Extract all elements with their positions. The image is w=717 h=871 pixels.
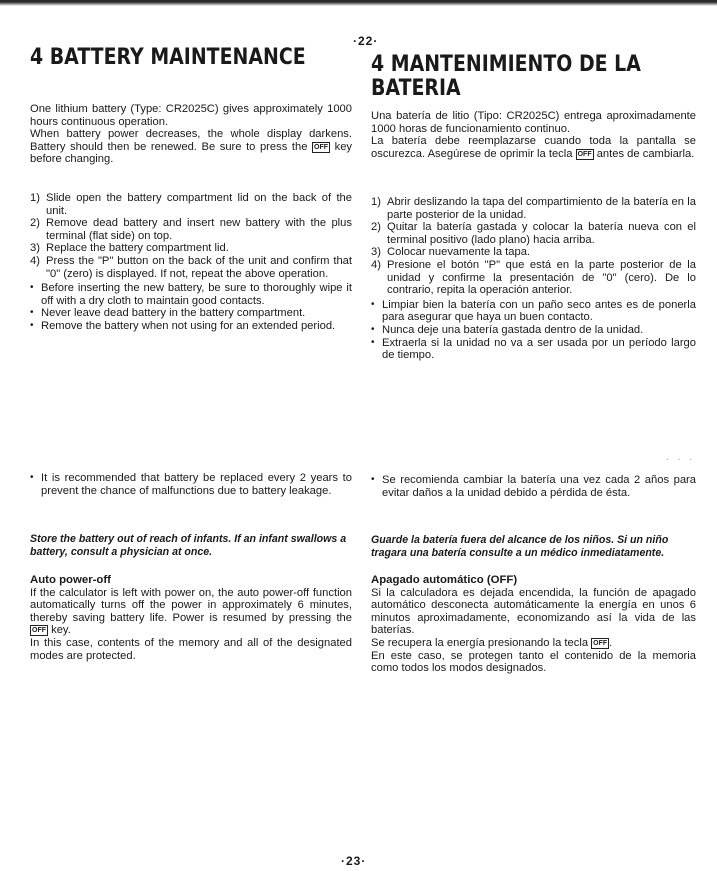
off-key-icon: OFF xyxy=(577,150,592,158)
english-auto-title: Auto power-off xyxy=(30,574,111,586)
english-auto-p2: In this case, contents of the memory and all of the designated modes are protected. xyxy=(30,636,352,662)
page-number-top: ·22· xyxy=(353,34,379,48)
spanish-step xyxy=(371,246,696,259)
english-bullet: • Never leave dead battery in the battery compartment. xyxy=(30,307,352,320)
english-intro-p2-end: key before changing. xyxy=(30,140,353,166)
spanish-bullet: • Limpiar bien la batería con un paño seco antes es de ponerla para asegurar que haya un buen contacto. xyxy=(371,299,696,324)
step-text: Press the "P" button on the back of the unit and confirm that "0" (zero) is displayed. If not, repeat the above operation. xyxy=(46,254,352,280)
spanish-step xyxy=(371,221,696,246)
step-number: 2) xyxy=(371,221,381,234)
page-number-bottom: ·23· xyxy=(341,854,367,868)
step-number: 2) xyxy=(30,217,40,230)
spanish-bullet: • Extraerla si la unidad no va a ser usada por un período largo de tiempo. xyxy=(371,337,696,362)
spanish-intro-p2-text: La batería debe reemplazarse cuando toda la pantalla se oscurezca. Asegúrese de oprimir la tecla xyxy=(371,135,696,160)
spanish-recommend-block xyxy=(371,474,696,499)
english-intro-p2 xyxy=(30,128,352,166)
spanish-steps xyxy=(371,196,696,362)
step-text: Colocar nuevamente la tapa. xyxy=(387,246,531,259)
spanish-intro-p2-end: antes de cambiarla. xyxy=(596,147,695,160)
off-key-icon: OFF xyxy=(593,639,608,647)
off-key-icon: OFF xyxy=(314,143,329,151)
english-bullet: • Remove the battery when not using for an extended period. xyxy=(30,320,352,333)
step-text: Quitar la batería gastada y colocar la batería nueva con el terminal positivo (lado plano) hacia arriba. xyxy=(387,221,696,246)
step-number: 1) xyxy=(30,192,40,204)
english-auto-text-end: key. xyxy=(51,624,71,637)
spanish-warning: Guarde la batería fuera del alcance de los niños. Si un niño tragara una batería consulte a un médico inmediatamente. xyxy=(371,534,669,559)
spanish-auto-poweroff xyxy=(371,574,696,675)
step-number: 1) xyxy=(371,196,381,208)
step-text: Abrir deslizando la tapa del compartimiento de la batería en la parte posterior de la unidad. xyxy=(387,196,696,221)
spanish-auto-p1: Si la calculadora es dejada encendida, la función de apagado automático desconecta automáticamente la energía en unos 6 minutos aproximadamente, economizando así la vida de las baterías. xyxy=(371,586,696,637)
spanish-recommend: • Se recomienda cambiar la batería una vez cada 2 años para evitar daños a la unidad debido a pérdida de ésta. xyxy=(371,474,696,499)
spanish-auto-text: Se recupera la energía presionando la tecla xyxy=(371,636,589,649)
english-warning: Store the battery out of reach of infants. If an infant swallows a battery, consult a physician at once. xyxy=(30,533,347,558)
english-auto-poweroff xyxy=(30,574,352,662)
english-step xyxy=(30,217,352,242)
spanish-auto-p3: En este caso, se protegen tanto el contenido de la memoria como todos los modos designados. xyxy=(371,649,696,675)
english-intro-p2-text: When battery power decreases, the whole display darkens. Battery should then be renewed. Be sure to press the xyxy=(30,128,352,153)
step-number: 4) xyxy=(30,254,40,267)
spanish-intro xyxy=(371,110,696,160)
spanish-auto-p2 xyxy=(371,637,696,650)
spanish-auto-text-end: . xyxy=(609,636,613,649)
spanish-step xyxy=(371,196,696,221)
spanish-step xyxy=(371,259,696,297)
english-title-block xyxy=(30,46,352,70)
english-auto-p1 xyxy=(30,587,352,637)
english-title: 4 BATTERY MAINTENANCE xyxy=(30,45,306,70)
english-intro xyxy=(30,103,352,166)
english-bullet: • Before inserting the new battery, be sure to thoroughly wipe it off with a dry cloth to maintain good contacts. xyxy=(30,282,352,307)
english-recommend-block xyxy=(30,472,352,497)
spanish-title: 4 MANTENIMIENTO DE LA BATERIA xyxy=(371,52,641,101)
english-step xyxy=(30,255,352,280)
step-text: Remove dead battery and insert new battery with the plus terminal (flat side) on top. xyxy=(46,217,352,242)
step-number: 3) xyxy=(30,242,40,255)
english-step xyxy=(30,242,352,255)
english-intro-p1: One lithium battery (Type: CR2025C) gives approximately 1000 hours continuous operation. xyxy=(30,103,352,128)
step-number: 3) xyxy=(371,246,381,259)
spanish-auto-title: Apagado automático (OFF) xyxy=(371,574,518,586)
step-text: Presione el botón "P" que está en la parte posterior de la unidad y confirme la presentación de "0" (cero). De lo contrario, repita la operación anterior. xyxy=(387,258,696,297)
spanish-intro-p1: Una batería de litio (Tipo: CR2025C) entrega aproximadamente 1000 horas de funcionamiento continuo. xyxy=(371,110,696,135)
english-step xyxy=(30,192,352,217)
english-recommend: • It is recommended that battery be replaced every 2 years to prevent the chance of malfunctions due to battery leakage. xyxy=(30,472,352,497)
step-text: Slide open the battery compartment lid on the back of the unit. xyxy=(46,192,352,217)
top-border xyxy=(0,0,717,6)
spanish-bullet: • Nunca deje una batería gastada dentro de la unidad. xyxy=(371,324,696,337)
off-key-icon: OFF xyxy=(32,627,46,635)
spanish-title-block xyxy=(371,53,696,101)
step-number: 4) xyxy=(371,258,381,271)
english-steps xyxy=(30,192,352,333)
english-auto-text: If the calculator is left with power on, the auto power-off function automatically turns off the power in approximately 6 minutes, thereby saving battery life. Power is resumed by pressing the xyxy=(30,586,352,624)
spanish-intro-p2 xyxy=(371,135,696,160)
faint-dots: . . . xyxy=(666,452,695,463)
step-text: Replace the battery compartment lid. xyxy=(46,242,229,255)
